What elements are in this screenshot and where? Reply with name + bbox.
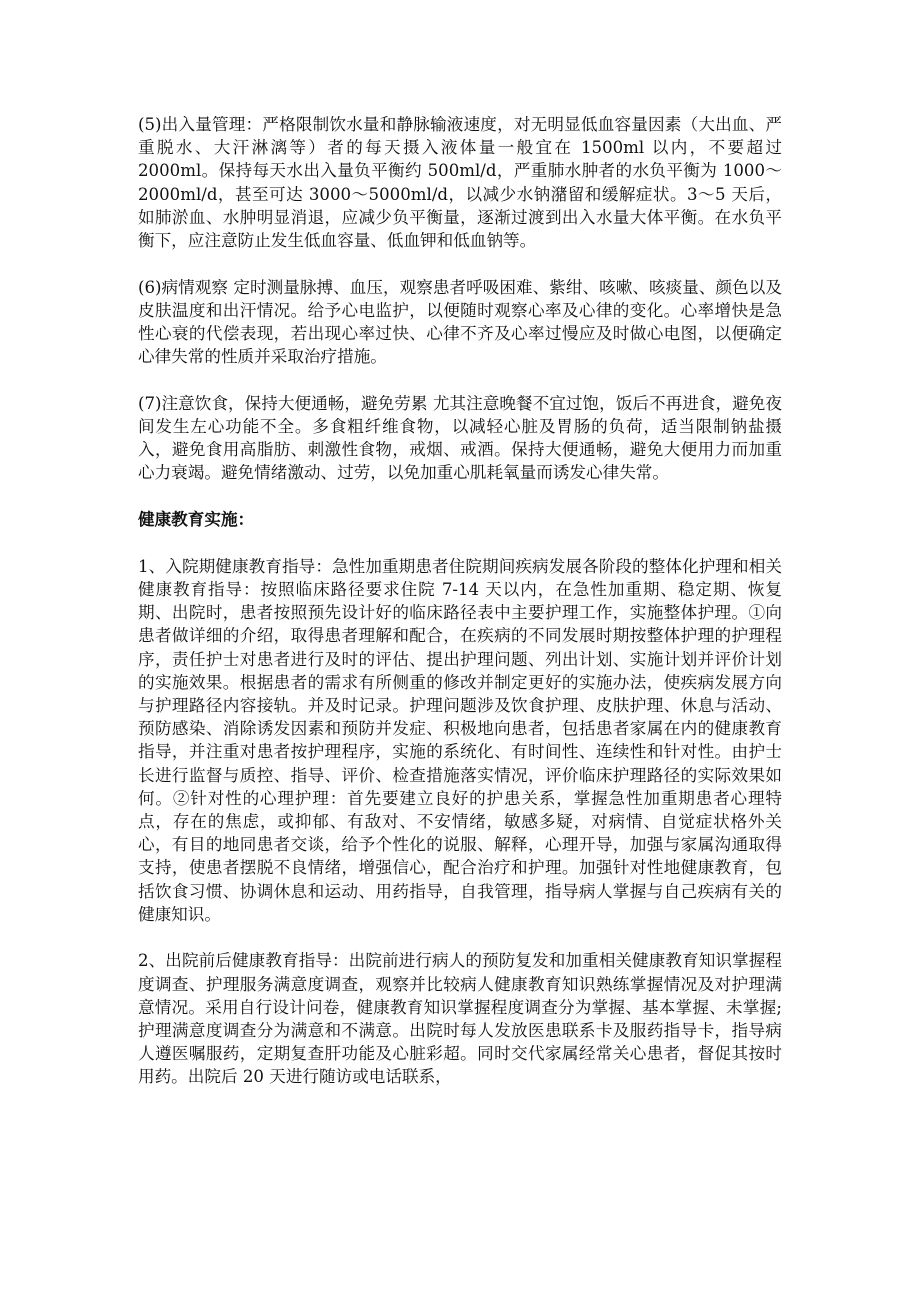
paragraph-intake-output: (5)出入量管理：严格限制饮水量和静脉输液速度，对无明显低血容量因素（大出血、严重脱水、大汗淋漓等）者的每天摄入液体量一般宜在 1500ml 以内，不要超过 2000ml。保持每天水出入量负平衡约 500ml/d，严重肺水肿者的水负平衡为 1000～2000ml/d，甚至可达 3000～5000ml/d，以减少水钠潴留和缓解症状。3～5 天后，如肺淤血、水肿明显消退，应减少负平衡量，逐渐过渡到出入水量大体平衡。在水负平衡下，应注意防止发生低血容量、低血钾和低血钠等。 bbox=[138, 115, 782, 251]
paragraph-diet: (7)注意饮食，保持大便通畅，避免劳累 尤其注意晚餐不宜过饱，饭后不再进食，避免夜间发生左心功能不全。多食粗纤维食物，以减轻心脏及胃肠的负荷，适当限制钠盐摄入，避免食用高脂肪、刺激性食物，戒烟、戒酒。保持大便通畅，避免大便用力而加重心力衰竭。避免情绪激动、过劳，以免加重心肌耗氧量而诱发心律失常。 bbox=[138, 393, 782, 483]
paragraph-observation: (6)病情观察 定时测量脉搏、血压，观察患者呼吸困难、紫绀、咳嗽、咳痰量、颜色以及皮肤温度和出汗情况。给予心电监护，以便随时观察心率及心律的变化。心率增快是急性心衰的代偿表现，若出现心率过快、心律不齐及心率过慢应及时做心电图，以便确定心律失常的性质并采取治疗措施。 bbox=[138, 277, 782, 367]
document-page bbox=[138, 113, 782, 1089]
paragraph-discharge-education: 2、出院前后健康教育指导：出院前进行病人的预防复发和加重相关健康教育知识掌握程度调查、护理服务满意度调查，观察并比较病人健康教育知识熟练掌握情况及对护理满意情况。采用自行设计问卷，健康教育知识掌握程度调查分为掌握、基本掌握、未掌握;护理满意度调查分为满意和不满意。出院时每人发放医患联系卡及服药指导卡，指导病人遵医嘱服药，定期复查肝功能及心脏彩超。同时交代家属经常关心患者，督促其按时用药。出院后 20 天进行随访或电话联系， bbox=[138, 951, 782, 1087]
section-heading: 健康教育实施： bbox=[138, 509, 255, 530]
paragraph-admission-education: 1、入院期健康教育指导：急性加重期患者住院期间疾病发展各阶段的整体化护理和相关健康教育指导：按照临床路径要求住院 7-14 天以内，在急性加重期、稳定期、恢复期、出院时，患者按照预先设计好的临床路径表中主要护理工作，实施整体护理。①向患者做详细的介绍，取得患者理解和配合，在疾病的不同发展时期按整体护理的护理程序，责任护士对患者进行及时的评估、提出护理问题、列出计划、实施计划并评价计划的实施效果。根据患者的需求有所侧重的修改并制定更好的实施办法，使疾病发展方向与护理路径内容接轨。并及时记录。护理问题涉及饮食护理、皮肤护理、休息与活动、预防感染、消除诱发因素和预防并发症、积极地向患者，包括患者家属在内的健康教育指导，并注重对患者按护理程序，实施的系统化、有时间性、连续性和针对性。由护士长进行监督与质控、指导、评价、检查措施落实情况，评价临床护理路径的实际效果如何。②针对性的心理护理：首先要建立良好的护患关系，掌握急性加重期患者心理特点，存在的焦虑，或抑郁、有敌对、不安情绪，敏感多疑，对病情、自觉症状格外关心，有目的地同患者交谈，给予个性化的说服、解释，心理开导，加强与家属沟通取得支持，使患者摆脱不良情绪，增强信心，配合治疗和护理。加强针对性地健康教育，包括饮食习惯、协调休息和运动、用药指导，自我管理，指导病人掌握与自己疾病有关的健康知识。 bbox=[138, 556, 782, 924]
